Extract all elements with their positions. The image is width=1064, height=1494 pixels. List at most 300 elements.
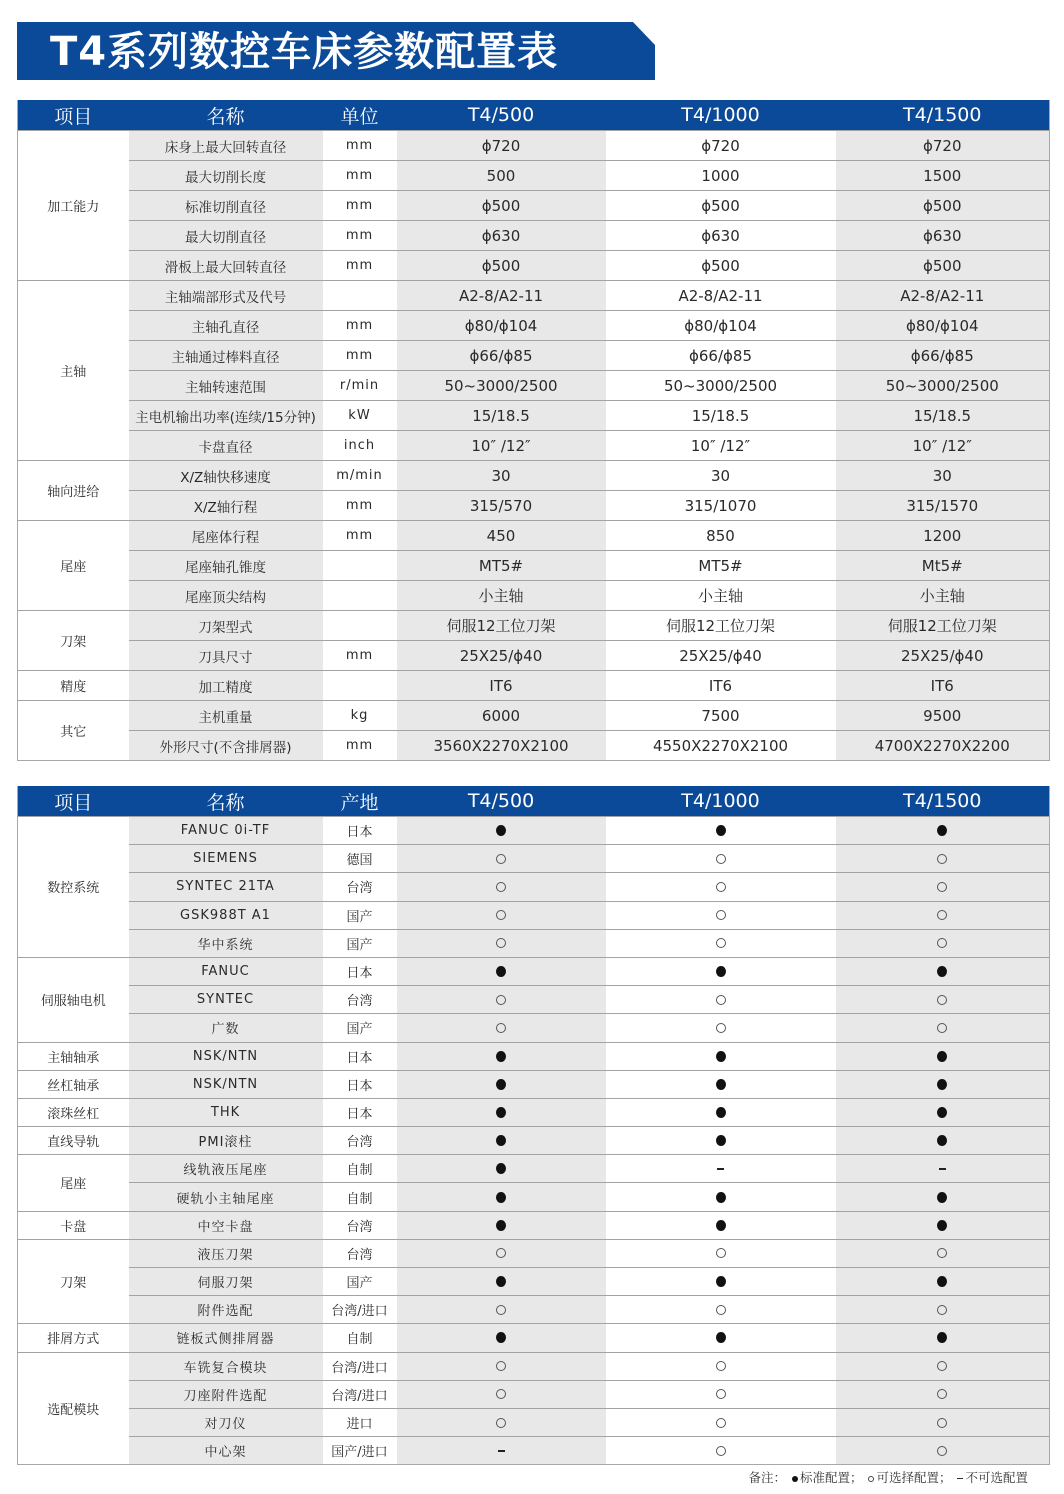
optional-circle-icon bbox=[496, 1418, 506, 1428]
unit-cell: mm bbox=[323, 641, 397, 671]
config-status-cell bbox=[836, 1098, 1050, 1126]
table-row bbox=[18, 701, 1050, 731]
spec-value-cell: 15/18.5 bbox=[836, 401, 1050, 431]
category-cell: 精度 bbox=[18, 671, 129, 701]
unit-cell bbox=[323, 551, 397, 581]
standard-dot-icon bbox=[496, 1163, 506, 1174]
origin-cell: 进口 bbox=[323, 1408, 397, 1436]
spec-value-cell: ϕ66/ϕ85 bbox=[397, 341, 606, 371]
unit-cell: mm bbox=[323, 221, 397, 251]
header-origin: 产地 bbox=[323, 786, 397, 817]
table-row bbox=[18, 341, 1050, 371]
config-table-header bbox=[18, 786, 1050, 817]
spec-value-cell: 10″ /12″ bbox=[606, 431, 836, 461]
item-name-cell: 广数 bbox=[129, 1014, 323, 1042]
config-status-cell bbox=[606, 1098, 836, 1126]
table-row bbox=[18, 1070, 1050, 1098]
category-cell: 加工能力 bbox=[18, 131, 129, 281]
standard-dot-icon bbox=[716, 1135, 726, 1146]
header-model-t4-1000: T4/1000 bbox=[606, 786, 836, 817]
spec-value-cell: 10″ /12″ bbox=[836, 431, 1050, 461]
standard-dot-icon bbox=[937, 1107, 947, 1118]
standard-dot-icon bbox=[716, 1192, 726, 1203]
table-row bbox=[18, 873, 1050, 901]
optional-circle-icon bbox=[937, 882, 947, 892]
config-status-cell bbox=[606, 986, 836, 1014]
item-name-cell: 链板式侧排屑器 bbox=[129, 1324, 323, 1352]
spec-value-cell: A2-8/A2-11 bbox=[397, 281, 606, 311]
category-cell: 主轴轴承 bbox=[18, 1042, 129, 1070]
spec-value-cell: 25X25/ϕ40 bbox=[836, 641, 1050, 671]
not-available-dash-icon bbox=[957, 1478, 963, 1479]
category-cell: 主轴 bbox=[18, 281, 129, 461]
config-status-cell bbox=[606, 1042, 836, 1070]
not-available-dash-icon bbox=[939, 1168, 946, 1170]
unit-cell: mm bbox=[323, 191, 397, 221]
spec-value-cell: 450 bbox=[397, 521, 606, 551]
config-status-cell bbox=[836, 817, 1050, 845]
spec-value-cell: 30 bbox=[606, 461, 836, 491]
spec-value-cell: 4550X2270X2100 bbox=[606, 731, 836, 761]
item-name-cell: 线轨液压尾座 bbox=[129, 1155, 323, 1183]
spec-value-cell: 850 bbox=[606, 521, 836, 551]
spec-value-cell: ϕ500 bbox=[397, 251, 606, 281]
spec-value-cell: 4700X2270X2200 bbox=[836, 731, 1050, 761]
item-name-cell: 附件选配 bbox=[129, 1296, 323, 1324]
standard-dot-icon bbox=[937, 1276, 947, 1287]
standard-dot-icon bbox=[716, 1332, 726, 1343]
item-name-cell: 主轴转速范围 bbox=[129, 371, 323, 401]
spec-value-cell: 315/1570 bbox=[836, 491, 1050, 521]
header-category: 项目 bbox=[18, 100, 129, 131]
optional-circle-icon bbox=[496, 938, 506, 948]
item-name-cell: 最大切削直径 bbox=[129, 221, 323, 251]
optional-circle-icon bbox=[496, 854, 506, 864]
config-status-cell bbox=[836, 1239, 1050, 1267]
config-status-cell bbox=[397, 1324, 606, 1352]
config-status-cell bbox=[836, 1268, 1050, 1296]
config-status-cell bbox=[836, 957, 1050, 985]
config-status-cell bbox=[836, 1380, 1050, 1408]
spec-value-cell: 1500 bbox=[836, 161, 1050, 191]
origin-cell: 台湾 bbox=[323, 1211, 397, 1239]
spec-value-cell: ϕ500 bbox=[836, 191, 1050, 221]
item-name-cell: 外形尺寸(不含排屑器) bbox=[129, 731, 323, 761]
config-status-cell bbox=[606, 873, 836, 901]
category-cell: 排屑方式 bbox=[18, 1324, 129, 1352]
standard-dot-icon bbox=[496, 825, 506, 836]
config-status-cell bbox=[836, 1408, 1050, 1436]
category-cell: 卡盘 bbox=[18, 1211, 129, 1239]
spec-value-cell: Mt5# bbox=[836, 551, 1050, 581]
table-row bbox=[18, 986, 1050, 1014]
optional-circle-icon bbox=[937, 1418, 947, 1428]
spec-value-cell: 小主轴 bbox=[836, 581, 1050, 611]
item-name-cell: 主轴通过棒料直径 bbox=[129, 341, 323, 371]
optional-circle-icon bbox=[937, 1305, 947, 1315]
table-row bbox=[18, 1014, 1050, 1042]
config-status-cell bbox=[397, 1211, 606, 1239]
spec-value-cell: A2-8/A2-11 bbox=[836, 281, 1050, 311]
optional-circle-icon bbox=[937, 995, 947, 1005]
table-row bbox=[18, 461, 1050, 491]
item-name-cell: SYNTEC 21TA bbox=[129, 873, 323, 901]
table-row bbox=[18, 281, 1050, 311]
item-name-cell: 伺服刀架 bbox=[129, 1268, 323, 1296]
origin-cell: 台湾 bbox=[323, 873, 397, 901]
origin-cell: 国产 bbox=[323, 1268, 397, 1296]
table-row bbox=[18, 845, 1050, 873]
standard-dot-icon bbox=[937, 1192, 947, 1203]
item-name-cell: 华中系统 bbox=[129, 929, 323, 957]
config-status-cell bbox=[836, 1183, 1050, 1211]
standard-dot-icon bbox=[792, 1476, 798, 1482]
optional-circle-icon bbox=[937, 910, 947, 920]
origin-cell: 日本 bbox=[323, 817, 397, 845]
standard-dot-icon bbox=[937, 1135, 947, 1146]
standard-dot-icon bbox=[716, 1051, 726, 1062]
legend-standard-label: 标准配置； bbox=[799, 1470, 863, 1485]
category-cell: 刀架 bbox=[18, 611, 129, 671]
optional-circle-icon bbox=[716, 910, 726, 920]
item-name-cell: 对刀仪 bbox=[129, 1408, 323, 1436]
config-status-cell bbox=[397, 873, 606, 901]
optional-circle-icon bbox=[496, 1361, 506, 1371]
item-name-cell: 车铣复合模块 bbox=[129, 1352, 323, 1380]
config-status-cell bbox=[397, 845, 606, 873]
config-status-cell bbox=[397, 1296, 606, 1324]
spec-value-cell: MT5# bbox=[397, 551, 606, 581]
category-cell: 选配模块 bbox=[18, 1352, 129, 1465]
category-cell: 数控系统 bbox=[18, 817, 129, 958]
item-name-cell: NSK/NTN bbox=[129, 1042, 323, 1070]
table-row bbox=[18, 521, 1050, 551]
config-status-cell bbox=[606, 1239, 836, 1267]
config-status-cell bbox=[397, 1155, 606, 1183]
header-name: 名称 bbox=[129, 100, 323, 131]
item-name-cell: 中空卡盘 bbox=[129, 1211, 323, 1239]
config-status-cell bbox=[836, 1324, 1050, 1352]
spec-value-cell: 伺服12工位刀架 bbox=[836, 611, 1050, 641]
spec-value-cell: 25X25/ϕ40 bbox=[606, 641, 836, 671]
spec-value-cell: ϕ630 bbox=[836, 221, 1050, 251]
optional-circle-icon bbox=[716, 995, 726, 1005]
spec-value-cell: ϕ630 bbox=[606, 221, 836, 251]
spec-value-cell: ϕ630 bbox=[397, 221, 606, 251]
table-row bbox=[18, 491, 1050, 521]
optional-circle-icon bbox=[937, 1023, 947, 1033]
config-status-cell bbox=[606, 1268, 836, 1296]
category-cell: 尾座 bbox=[18, 521, 129, 611]
config-status-cell bbox=[606, 845, 836, 873]
origin-cell: 国产 bbox=[323, 1014, 397, 1042]
origin-cell: 德国 bbox=[323, 845, 397, 873]
item-name-cell: 尾座体行程 bbox=[129, 521, 323, 551]
table-row bbox=[18, 1408, 1050, 1436]
origin-cell: 日本 bbox=[323, 1042, 397, 1070]
legend-optional-label: 可选择配置； bbox=[876, 1470, 952, 1485]
spec-value-cell: ϕ720 bbox=[606, 131, 836, 161]
standard-dot-icon bbox=[937, 1079, 947, 1090]
unit-cell: mm bbox=[323, 491, 397, 521]
optional-circle-icon bbox=[496, 882, 506, 892]
config-status-cell bbox=[397, 1239, 606, 1267]
origin-cell: 日本 bbox=[323, 957, 397, 985]
optional-circle-icon bbox=[716, 854, 726, 864]
optional-circle-icon bbox=[716, 1446, 726, 1456]
legend-na-label: 不可选配置 bbox=[965, 1470, 1028, 1485]
config-status-cell bbox=[397, 817, 606, 845]
unit-cell: mm bbox=[323, 311, 397, 341]
spec-value-cell: ϕ80/ϕ104 bbox=[606, 311, 836, 341]
unit-cell bbox=[323, 671, 397, 701]
optional-circle-icon bbox=[937, 1446, 947, 1456]
not-available-dash-icon bbox=[498, 1450, 505, 1452]
page-title: T4系列数控车床参数配置表 bbox=[50, 29, 559, 75]
optional-circle-icon bbox=[868, 1476, 874, 1482]
table-row bbox=[18, 161, 1050, 191]
unit-cell: m/min bbox=[323, 461, 397, 491]
standard-dot-icon bbox=[496, 1332, 506, 1343]
config-status-cell bbox=[606, 1155, 836, 1183]
standard-dot-icon bbox=[496, 1079, 506, 1090]
category-cell: 尾座 bbox=[18, 1155, 129, 1211]
standard-dot-icon bbox=[937, 1051, 947, 1062]
spec-value-cell: 500 bbox=[397, 161, 606, 191]
table-row bbox=[18, 581, 1050, 611]
origin-cell: 自制 bbox=[323, 1183, 397, 1211]
unit-cell: inch bbox=[323, 431, 397, 461]
spec-value-cell: 1000 bbox=[606, 161, 836, 191]
item-name-cell: 滑板上最大回转直径 bbox=[129, 251, 323, 281]
spec-value-cell: 7500 bbox=[606, 701, 836, 731]
header-model-t4-1000: T4/1000 bbox=[606, 100, 836, 131]
table-row bbox=[18, 1211, 1050, 1239]
optional-circle-icon bbox=[496, 1023, 506, 1033]
table-row bbox=[18, 191, 1050, 221]
config-status-cell bbox=[836, 873, 1050, 901]
config-status-cell bbox=[397, 1268, 606, 1296]
config-status-cell bbox=[606, 1127, 836, 1155]
table-row bbox=[18, 1127, 1050, 1155]
header-model-t4-500: T4/500 bbox=[397, 786, 606, 817]
category-cell: 直线导轨 bbox=[18, 1127, 129, 1155]
optional-circle-icon bbox=[937, 1389, 947, 1399]
config-status-cell bbox=[836, 1296, 1050, 1324]
not-available-dash-icon bbox=[717, 1168, 724, 1170]
table-row bbox=[18, 1380, 1050, 1408]
config-status-cell bbox=[836, 929, 1050, 957]
spec-value-cell: ϕ500 bbox=[836, 251, 1050, 281]
legend-note bbox=[748, 1468, 1028, 1486]
config-status-cell bbox=[836, 845, 1050, 873]
item-name-cell: 标准切削直径 bbox=[129, 191, 323, 221]
spec-value-cell: ϕ66/ϕ85 bbox=[836, 341, 1050, 371]
category-cell: 轴向进给 bbox=[18, 461, 129, 521]
item-name-cell: 主轴端部形式及代号 bbox=[129, 281, 323, 311]
optional-circle-icon bbox=[496, 1305, 506, 1315]
config-status-cell bbox=[397, 1070, 606, 1098]
config-status-cell bbox=[836, 1155, 1050, 1183]
spec-value-cell: 15/18.5 bbox=[606, 401, 836, 431]
item-name-cell: SIEMENS bbox=[129, 845, 323, 873]
config-status-cell bbox=[606, 1070, 836, 1098]
config-status-cell bbox=[836, 1211, 1050, 1239]
item-name-cell: 尾座轴孔锥度 bbox=[129, 551, 323, 581]
standard-dot-icon bbox=[716, 1107, 726, 1118]
category-cell: 丝杠轴承 bbox=[18, 1070, 129, 1098]
unit-cell bbox=[323, 611, 397, 641]
config-status-cell bbox=[397, 1352, 606, 1380]
optional-circle-icon bbox=[716, 1023, 726, 1033]
config-status-cell bbox=[606, 1183, 836, 1211]
table-row bbox=[18, 1239, 1050, 1267]
config-status-cell bbox=[836, 1042, 1050, 1070]
config-status-cell bbox=[397, 986, 606, 1014]
spec-value-cell: 9500 bbox=[836, 701, 1050, 731]
header-unit: 单位 bbox=[323, 100, 397, 131]
config-status-cell bbox=[606, 957, 836, 985]
optional-circle-icon bbox=[716, 1389, 726, 1399]
standard-dot-icon bbox=[496, 1276, 506, 1287]
table-row bbox=[18, 1042, 1050, 1070]
spec-value-cell: 50~3000/2500 bbox=[836, 371, 1050, 401]
item-name-cell: 刀具尺寸 bbox=[129, 641, 323, 671]
table-row bbox=[18, 1268, 1050, 1296]
legend-prefix: 备注： bbox=[748, 1470, 786, 1485]
spec-value-cell: 25X25/ϕ40 bbox=[397, 641, 606, 671]
table-row bbox=[18, 611, 1050, 641]
config-status-cell bbox=[606, 1211, 836, 1239]
standard-dot-icon bbox=[496, 1051, 506, 1062]
table-row bbox=[18, 901, 1050, 929]
spec-value-cell: ϕ80/ϕ104 bbox=[397, 311, 606, 341]
spec-table bbox=[17, 100, 1050, 761]
item-name-cell: 主电机输出功率(连续/15分钟) bbox=[129, 401, 323, 431]
item-name-cell: 加工精度 bbox=[129, 671, 323, 701]
standard-dot-icon bbox=[937, 825, 947, 836]
unit-cell bbox=[323, 581, 397, 611]
standard-dot-icon bbox=[496, 1135, 506, 1146]
config-status-cell bbox=[606, 1380, 836, 1408]
table-row bbox=[18, 1324, 1050, 1352]
spec-value-cell: 小主轴 bbox=[606, 581, 836, 611]
unit-cell: r/min bbox=[323, 371, 397, 401]
table-row bbox=[18, 641, 1050, 671]
config-status-cell bbox=[397, 1098, 606, 1126]
table-row bbox=[18, 131, 1050, 161]
spec-value-cell: ϕ720 bbox=[397, 131, 606, 161]
standard-dot-icon bbox=[716, 966, 726, 977]
spec-value-cell: ϕ500 bbox=[606, 191, 836, 221]
config-status-cell bbox=[606, 1408, 836, 1436]
table-row bbox=[18, 551, 1050, 581]
standard-dot-icon bbox=[496, 966, 506, 977]
unit-cell: mm bbox=[323, 251, 397, 281]
origin-cell: 日本 bbox=[323, 1070, 397, 1098]
origin-cell: 台湾 bbox=[323, 986, 397, 1014]
optional-circle-icon bbox=[496, 910, 506, 920]
config-status-cell bbox=[606, 901, 836, 929]
config-status-cell bbox=[836, 1070, 1050, 1098]
table-row bbox=[18, 371, 1050, 401]
item-name-cell: 尾座顶尖结构 bbox=[129, 581, 323, 611]
standard-dot-icon bbox=[937, 1332, 947, 1343]
standard-dot-icon bbox=[496, 1220, 506, 1231]
item-name-cell: X/Z轴快移速度 bbox=[129, 461, 323, 491]
item-name-cell: 主轴孔直径 bbox=[129, 311, 323, 341]
spec-value-cell: 15/18.5 bbox=[397, 401, 606, 431]
category-cell: 刀架 bbox=[18, 1239, 129, 1324]
table-row bbox=[18, 671, 1050, 701]
header-category: 项目 bbox=[18, 786, 129, 817]
unit-cell bbox=[323, 281, 397, 311]
config-status-cell bbox=[397, 901, 606, 929]
origin-cell: 自制 bbox=[323, 1324, 397, 1352]
table-row bbox=[18, 431, 1050, 461]
standard-dot-icon bbox=[716, 1079, 726, 1090]
spec-table-header bbox=[18, 100, 1050, 131]
config-status-cell bbox=[606, 1296, 836, 1324]
optional-circle-icon bbox=[937, 1361, 947, 1371]
spec-value-cell: 315/1070 bbox=[606, 491, 836, 521]
config-status-cell bbox=[836, 986, 1050, 1014]
unit-cell: mm bbox=[323, 521, 397, 551]
category-cell: 伺服轴电机 bbox=[18, 957, 129, 1042]
header-model-t4-500: T4/500 bbox=[397, 100, 606, 131]
config-status-cell bbox=[397, 1014, 606, 1042]
spec-value-cell: 伺服12工位刀架 bbox=[397, 611, 606, 641]
item-name-cell: FANUC bbox=[129, 957, 323, 985]
origin-cell: 国产/进口 bbox=[323, 1437, 397, 1465]
header-model-t4-1500: T4/1500 bbox=[836, 786, 1050, 817]
table-row bbox=[18, 221, 1050, 251]
optional-circle-icon bbox=[716, 1305, 726, 1315]
table-row bbox=[18, 1155, 1050, 1183]
optional-circle-icon bbox=[496, 995, 506, 1005]
standard-dot-icon bbox=[496, 1107, 506, 1118]
optional-circle-icon bbox=[716, 1248, 726, 1258]
spec-value-cell: ϕ66/ϕ85 bbox=[606, 341, 836, 371]
table-row bbox=[18, 401, 1050, 431]
table-row bbox=[18, 929, 1050, 957]
standard-dot-icon bbox=[716, 1220, 726, 1231]
table-row bbox=[18, 251, 1050, 281]
config-table bbox=[17, 786, 1050, 1465]
spec-value-cell: ϕ500 bbox=[606, 251, 836, 281]
item-name-cell: SYNTEC bbox=[129, 986, 323, 1014]
spec-value-cell: ϕ80/ϕ104 bbox=[836, 311, 1050, 341]
item-name-cell: NSK/NTN bbox=[129, 1070, 323, 1098]
spec-value-cell: 1200 bbox=[836, 521, 1050, 551]
config-status-cell bbox=[606, 1352, 836, 1380]
config-status-cell bbox=[606, 1437, 836, 1465]
category-cell: 滚珠丝杠 bbox=[18, 1098, 129, 1126]
config-status-cell bbox=[397, 1380, 606, 1408]
spec-value-cell: MT5# bbox=[606, 551, 836, 581]
item-name-cell: 中心架 bbox=[129, 1437, 323, 1465]
config-status-cell bbox=[397, 929, 606, 957]
origin-cell: 台湾 bbox=[323, 1239, 397, 1267]
standard-dot-icon bbox=[716, 825, 726, 836]
config-status-cell bbox=[397, 1183, 606, 1211]
spec-value-cell: IT6 bbox=[606, 671, 836, 701]
unit-cell: mm bbox=[323, 161, 397, 191]
table-row bbox=[18, 731, 1050, 761]
standard-dot-icon bbox=[496, 1192, 506, 1203]
item-name-cell: X/Z轴行程 bbox=[129, 491, 323, 521]
spec-value-cell: 6000 bbox=[397, 701, 606, 731]
